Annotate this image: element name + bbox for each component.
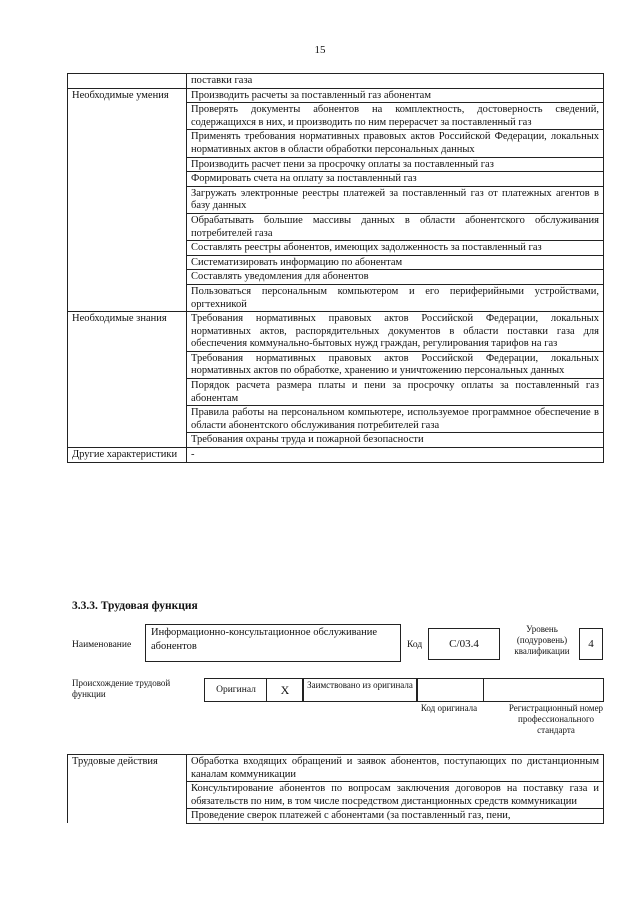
name-value-box (145, 624, 401, 662)
row-item: Составлять реестры абонентов, имеющих задолженность за поставленный газ (187, 241, 604, 256)
page-number: 15 (314, 44, 326, 56)
code-original-label: Код оригинала (420, 703, 478, 713)
row-item: Производить расчет пени за просрочку оплаты за поставленный газ (187, 157, 604, 172)
row-item: Систематизировать информацию по абонентам (187, 255, 604, 270)
row-item: Загружать электронные реестры платежей за поставленный газ от платежных агентов в базу данных (187, 186, 604, 213)
level-box (579, 628, 603, 660)
row-item: Порядок расчета размера платы и пени за просрочку оплаты за поставленный газ абонентам (187, 379, 604, 406)
row-label: Необходимые знания (68, 312, 187, 448)
table-row (68, 312, 604, 352)
name-value: Информационно-консультационное обслуживание абонентов (151, 627, 378, 652)
code-value: C/03.4 (449, 638, 479, 650)
table-row (68, 74, 604, 89)
row-label: Необходимые умения (68, 88, 187, 312)
table-row (68, 88, 604, 103)
section-title: 3.3.3. Трудовая функция (72, 600, 198, 612)
code-original-cell (416, 678, 484, 702)
reg-number-label: Регистрационный номер профессионального стандарта (508, 703, 604, 735)
original-label: Оригинал (216, 685, 256, 695)
code-label: Код (407, 640, 423, 650)
level-value: 4 (588, 638, 594, 650)
original-mark: X (280, 683, 290, 697)
row-item: Консультирование абонентов по вопросам заключения договоров на поставку газа и обязательств по ним, в том числе посредством дистанционных средств коммуникации (187, 782, 604, 809)
row-item: Формировать счета на оплату за поставленный газ (187, 172, 604, 187)
work-actions-table (67, 754, 604, 824)
row-item: Требования нормативных правовых актов Российской Федерации, локальных нормативных актов по обработке, хранению и уничтожению персональных данных (187, 351, 604, 378)
origin-label: Происхождение трудовой функции (72, 678, 171, 699)
table-row (68, 448, 604, 463)
row-item: Проведение сверок платежей с абонентами (за поставленный газ, пени, (187, 809, 604, 824)
row-item: Требования охраны труда и пожарной безопасности (187, 433, 604, 448)
name-label: Наименование (72, 640, 132, 650)
original-cell (204, 678, 267, 702)
level-label: Уровень (подуровень) квалификации (514, 624, 570, 656)
row-label: Другие характеристики (68, 448, 187, 463)
row-item: Правила работы на персональном компьютере, используемое программное обеспечение в области абонентского обслуживания потребителей газа (187, 406, 604, 433)
row-item: Требования нормативных правовых актов Российской Федерации, локальных нормативных актов, распорядительных документов в области поставки газа для обеспечения коммунально-бытовых нужд граждан, регулирования тарифов на газ (187, 312, 604, 352)
borrowed-label: Заимствовано из оригинала (307, 680, 413, 690)
borrowed-cell (302, 678, 418, 702)
original-mark-cell (266, 678, 304, 702)
skills-knowledge-table (67, 73, 604, 463)
row-item: Пользоваться персональным компьютером и его периферийными устройствами, оргтехникой (187, 284, 604, 311)
row-item: Производить расчеты за поставленный газ абонентам (187, 88, 604, 103)
table-row (68, 755, 604, 782)
row-item: Обработка входящих обращений и заявок абонентов, поступающих по дистанционным каналам коммуникации (187, 755, 604, 782)
row-item: Проверять документы абонентов на комплектность, достоверность сведений, содержащихся в них, и производить по ним перерасчет за поставленный газ (187, 103, 604, 130)
row-item: - (187, 448, 604, 463)
row-label (68, 74, 187, 89)
row-item: Составлять уведомления для абонентов (187, 270, 604, 285)
row-item: Применять требования нормативных правовых актов Российской Федерации, локальных нормативных актов в области обработки персональных данных (187, 130, 604, 157)
row-item: Обрабатывать большие массивы данных в области абонентского обслуживания потребителей газа (187, 213, 604, 240)
row-label: Трудовые действия (68, 755, 187, 824)
row-item: поставки газа (187, 74, 604, 89)
code-box (428, 628, 500, 660)
